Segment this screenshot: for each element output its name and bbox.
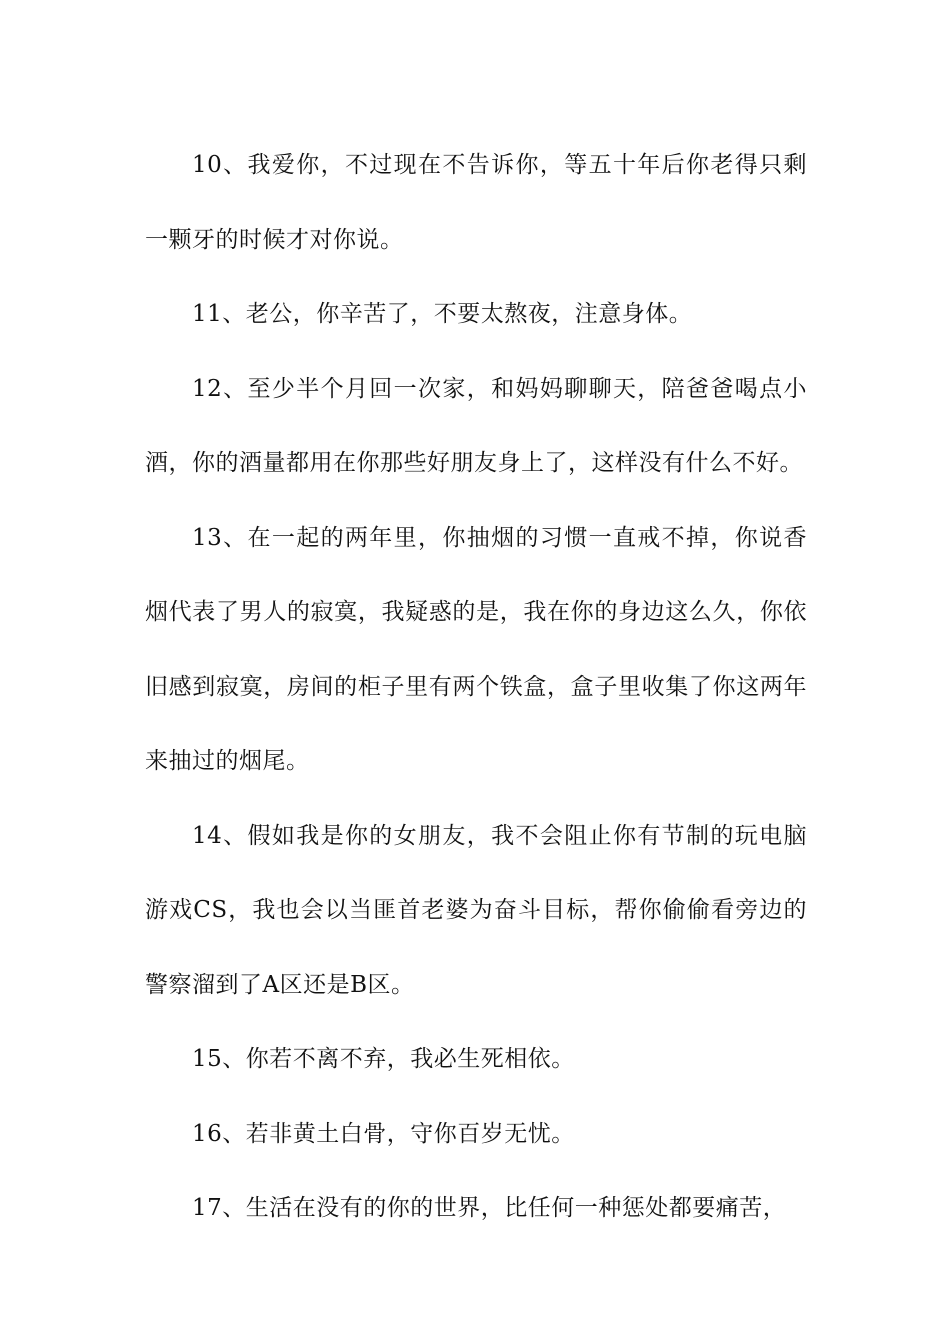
paragraph-14: 14、假如我是你的女朋友，我不会阻止你有节制的玩电脑游戏CS，我也会以当匪首老婆为奋斗目标，帮你偷偷看旁边的警察溜到了A区还是B区。 xyxy=(145,822,807,998)
paragraph-11: 11、老公，你辛苦了，不要太熬夜，注意身体。 xyxy=(192,301,693,327)
paragraph-13: 13、在一起的两年里，你抽烟的习惯一直戒不掉，你说香烟代表了男人的寂寞，我疑惑的是，我在你的身边这么久，你依旧感到寂寞，房间的柜子里有两个铁盒，盒子里收集了你这两年来抽过的烟尾。 xyxy=(145,524,807,774)
paragraph-17: 17、生活在没有的你的世界，比任何一种惩处都要痛苦， xyxy=(192,1195,787,1221)
paragraph-12: 12、至少半个月回一次家，和妈妈聊聊天，陪爸爸喝点小酒，你的酒量都用在你那些好朋友身上了，这样没有什么不好。 xyxy=(145,375,807,476)
document-body xyxy=(145,128,807,1246)
paragraph-10: 10、我爱你，不过现在不告诉你，等五十年后你老得只剩一颗牙的时候才对你说。 xyxy=(145,152,807,253)
paragraph-16: 16、若非黄土白骨，守你百岁无忧。 xyxy=(192,1120,575,1147)
paragraph-15: 15、你若不离不弃，我必生死相依。 xyxy=(192,1046,575,1072)
